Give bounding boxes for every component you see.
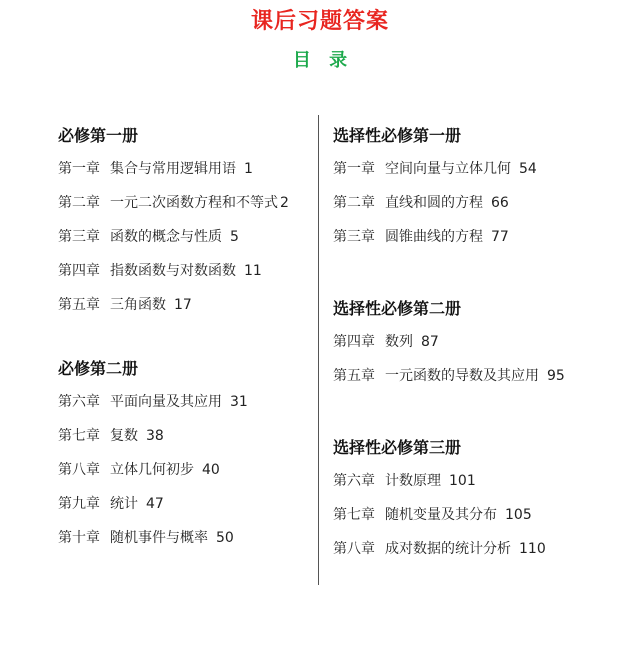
toc-section (333, 297, 633, 388)
chapter-number: 第二章 (58, 195, 100, 211)
chapter-name: 随机变量及其分布 (385, 507, 497, 523)
chapter-name: 复数 (110, 428, 138, 444)
left-column (58, 124, 308, 561)
toc-entry[interactable] (333, 331, 633, 354)
chapter-name: 直线和圆的方程 (385, 195, 483, 211)
page-number: 105 (505, 507, 532, 523)
chapter-number: 第六章 (58, 394, 100, 410)
page-number: 40 (202, 462, 220, 478)
section-title: 必修第一册 (58, 126, 139, 145)
page-number: 38 (146, 428, 164, 444)
chapter-number: 第五章 (58, 297, 100, 313)
page-number: 110 (519, 541, 546, 557)
chapter-number: 第七章 (58, 428, 100, 444)
page-number: 66 (491, 195, 509, 211)
chapter-number: 第一章 (333, 161, 375, 177)
page-number: 87 (421, 334, 439, 350)
page-number: 17 (174, 297, 192, 313)
chapter-name: 立体几何初步 (110, 462, 194, 478)
chapter-number: 第十章 (58, 530, 100, 546)
toc-entry[interactable] (58, 294, 308, 317)
column-divider (318, 115, 319, 585)
chapter-name: 平面向量及其应用 (110, 394, 222, 410)
chapter-number: 第二章 (333, 195, 375, 211)
toc-entry[interactable] (58, 493, 308, 516)
chapter-name: 指数函数与对数函数 (110, 263, 236, 279)
toc-entry[interactable] (58, 391, 308, 414)
chapter-name: 成对数据的统计分析 (385, 541, 511, 557)
chapter-name: 集合与常用逻辑用语 (110, 161, 236, 177)
page-number: 11 (244, 263, 262, 279)
chapter-number: 第八章 (333, 541, 375, 557)
page-number: 50 (216, 530, 234, 546)
page-number: 5 (230, 229, 239, 245)
chapter-name: 计数原理 (385, 473, 441, 489)
toc-heading: 目 录 (292, 50, 348, 71)
chapter-number: 第四章 (333, 334, 375, 350)
toc-entry[interactable] (58, 192, 308, 215)
toc-entry[interactable] (58, 527, 308, 550)
chapter-name: 一元二次函数方程和不等式 (110, 195, 278, 211)
toc-section (58, 357, 308, 550)
section-title: 选择性必修第二册 (333, 299, 462, 318)
page-number: 95 (547, 368, 565, 384)
toc-section (333, 124, 633, 249)
chapter-name: 三角函数 (110, 297, 166, 313)
right-column (333, 124, 633, 572)
chapter-number: 第三章 (333, 229, 375, 245)
toc-entry[interactable] (58, 425, 308, 448)
chapter-number: 第四章 (58, 263, 100, 279)
page-number: 54 (519, 161, 537, 177)
page-number: 77 (491, 229, 509, 245)
chapter-name: 一元函数的导数及其应用 (385, 368, 539, 384)
toc-entry[interactable] (333, 470, 633, 493)
toc-section (333, 436, 633, 561)
toc-entry[interactable] (58, 260, 308, 283)
chapter-name: 数列 (385, 334, 413, 350)
toc-entry[interactable] (333, 365, 633, 388)
toc-entry[interactable] (58, 226, 308, 249)
chapter-name: 随机事件与概率 (110, 530, 208, 546)
section-title: 选择性必修第一册 (333, 126, 462, 145)
page-number: 31 (230, 394, 248, 410)
page-number: 101 (449, 473, 476, 489)
toc-entry[interactable] (58, 158, 308, 181)
chapter-number: 第六章 (333, 473, 375, 489)
page-number: 47 (146, 496, 164, 512)
page-number: 2 (280, 195, 289, 211)
section-title: 必修第二册 (58, 359, 139, 378)
chapter-number: 第八章 (58, 462, 100, 478)
toc-entry[interactable] (333, 538, 633, 561)
chapter-number: 第五章 (333, 368, 375, 384)
toc-section (58, 124, 308, 317)
toc-entry[interactable] (333, 192, 633, 215)
toc-entry[interactable] (333, 158, 633, 181)
page-title: 课后习题答案 (250, 9, 389, 34)
toc-entry[interactable] (58, 459, 308, 482)
chapter-name: 圆锥曲线的方程 (385, 229, 483, 245)
chapter-name: 空间向量与立体几何 (385, 161, 511, 177)
chapter-number: 第九章 (58, 496, 100, 512)
chapter-number: 第七章 (333, 507, 375, 523)
toc-entry[interactable] (333, 504, 633, 527)
chapter-name: 函数的概念与性质 (110, 229, 222, 245)
toc-entry[interactable] (333, 226, 633, 249)
chapter-number: 第一章 (58, 161, 100, 177)
page-number: 1 (244, 161, 253, 177)
chapter-number: 第三章 (58, 229, 100, 245)
chapter-name: 统计 (110, 496, 138, 512)
section-title: 选择性必修第三册 (333, 438, 462, 457)
